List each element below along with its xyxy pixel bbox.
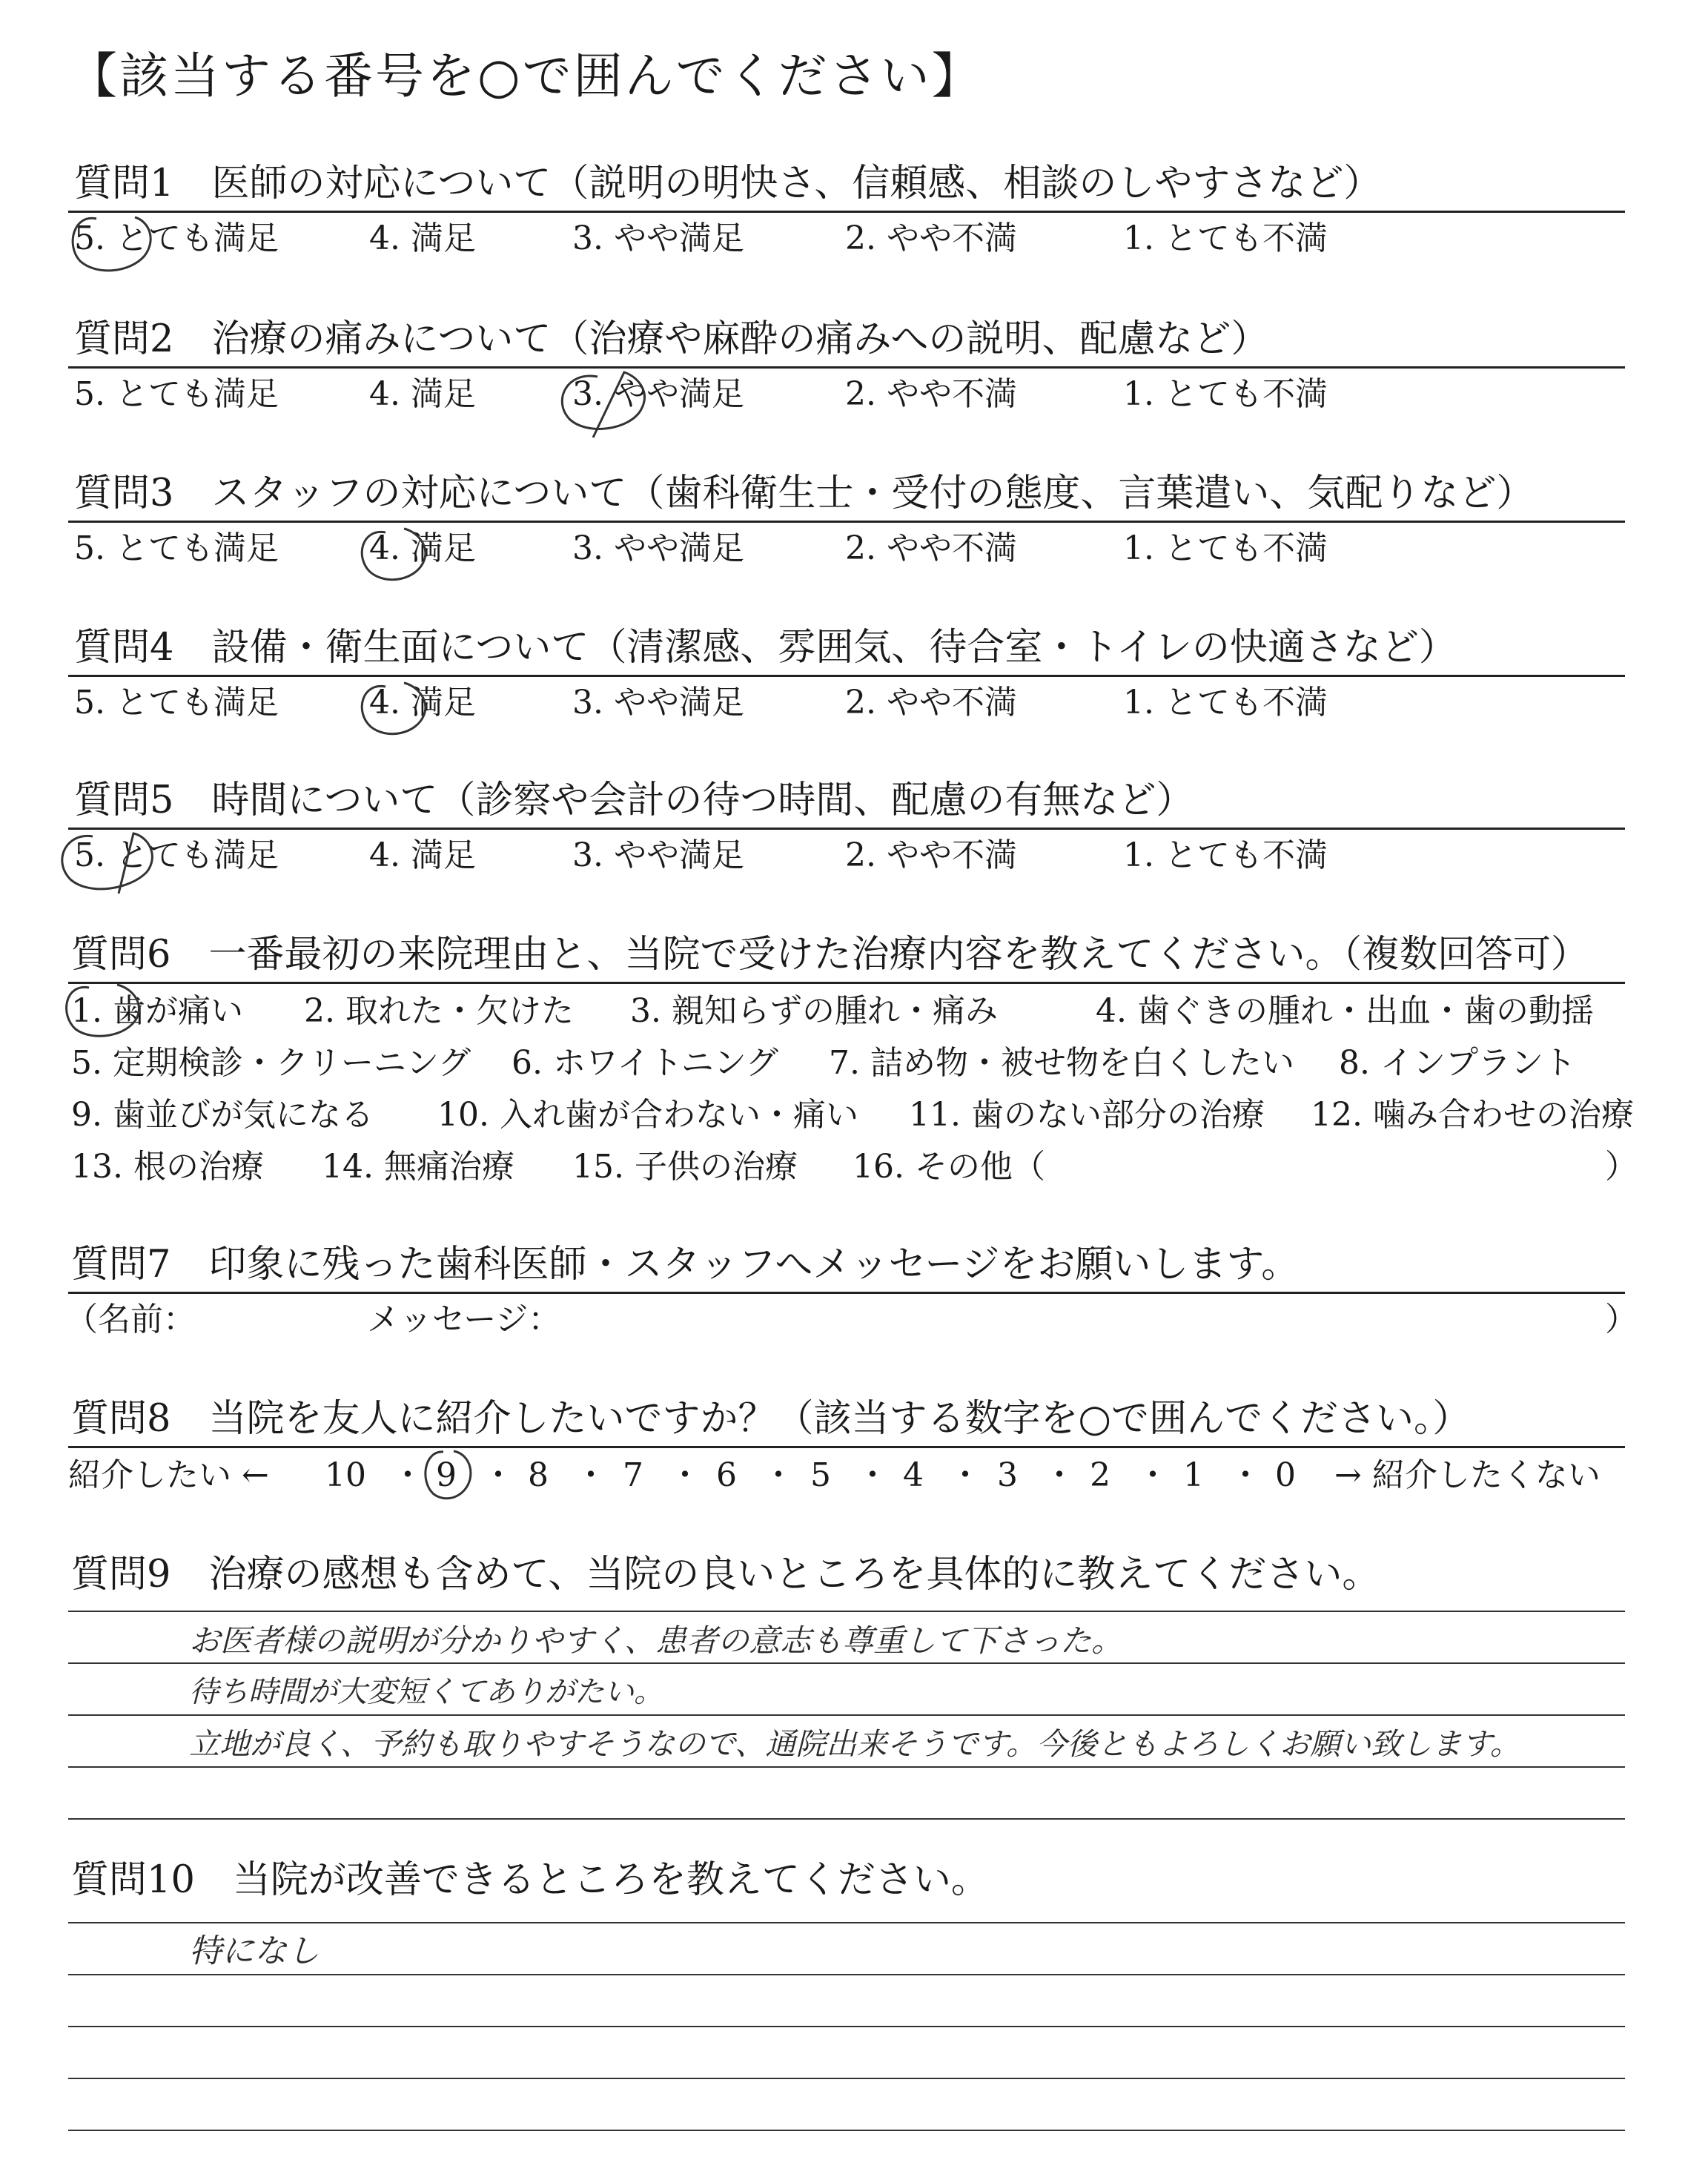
q3-heading: 質問3 スタッフの対応について（歯科衛生士・受付の態度、言葉遣い、気配りなど） bbox=[74, 472, 1535, 515]
q6-selection-circle bbox=[67, 985, 139, 1036]
q10-heading: 質問10 当院が改善できるところを教えてください。 bbox=[71, 1858, 989, 1902]
q4-option-3[interactable]: 3. やや満足 bbox=[572, 684, 744, 721]
q9-answer-2[interactable]: 待ち時間が大変短くてありがたい。 bbox=[189, 1675, 663, 1709]
q2-option-5[interactable]: 5. とても満足 bbox=[74, 375, 279, 413]
q8-right-label: → 紹介したくない bbox=[1334, 1456, 1601, 1494]
q5-option-4[interactable]: 4. 満足 bbox=[369, 836, 476, 874]
q5-option-5[interactable]: 5. とても満足 bbox=[74, 836, 279, 874]
q9-answer-1[interactable]: お医者様の説明が分かりやすく、患者の意志も尊重して下さった。 bbox=[189, 1622, 1123, 1659]
q8-sep: ・ bbox=[856, 1456, 889, 1494]
q8-sep: ・ bbox=[575, 1456, 607, 1494]
q8-sep: ・ bbox=[669, 1456, 701, 1494]
q6-item-14[interactable]: 14. 無痛治療 bbox=[322, 1148, 514, 1186]
q8-scale-1[interactable]: 1 bbox=[1183, 1456, 1204, 1494]
q1-option-3[interactable]: 3. やや満足 bbox=[572, 219, 744, 257]
q9-answer-3[interactable]: 立地が良く、予約も取りやすそうなので、通院出来そうです。今後ともよろしくお願い致します。 bbox=[189, 1726, 1520, 1762]
q7-name-label: （名前： bbox=[65, 1301, 196, 1338]
q3-option-4[interactable]: 4. 満足 bbox=[369, 529, 476, 567]
q6-item-11[interactable]: 11. 歯のない部分の治療 bbox=[909, 1096, 1265, 1134]
q6-item-10[interactable]: 10. 入れ歯が合わない・痛い bbox=[437, 1096, 858, 1134]
q6-item-8[interactable]: 8. インプラント bbox=[1339, 1044, 1576, 1082]
q7-heading: 質問7 印象に残った歯科医師・スタッフへメッセージをお願いします。 bbox=[71, 1243, 1300, 1287]
q7-message-label: メッセージ： bbox=[367, 1301, 561, 1338]
q4-option-1[interactable]: 1. とても不満 bbox=[1123, 684, 1328, 721]
q6-item-4[interactable]: 4. 歯ぐきの腫れ・出血・歯の動揺 bbox=[1096, 992, 1594, 1030]
q8-scale-9[interactable]: 9 bbox=[436, 1456, 457, 1494]
q10-answer[interactable]: 特になし bbox=[189, 1932, 320, 1970]
q8-scale-8[interactable]: 8 bbox=[528, 1456, 549, 1494]
q5-heading: 質問5 時間について（診察や会計の待つ時間、配慮の有無など） bbox=[74, 779, 1194, 822]
q3-option-3[interactable]: 3. やや満足 bbox=[572, 529, 744, 567]
q8-sep: ・ bbox=[1229, 1456, 1262, 1494]
q8-scale-2[interactable]: 2 bbox=[1090, 1456, 1110, 1494]
q5-option-3[interactable]: 3. やや満足 bbox=[572, 836, 744, 874]
q6-item-6[interactable]: 6. ホワイトニング bbox=[512, 1044, 779, 1082]
q4-heading: 質問4 設備・衛生面について（清潔感、雰囲気、待合室・トイレの快適さなど） bbox=[74, 626, 1457, 670]
q8-heading: 質問8 当院を友人に紹介したいですか？（該当する数字を○で囲んでください。） bbox=[71, 1397, 1471, 1441]
q7-close-paren: ） bbox=[1605, 1301, 1638, 1338]
q1-option-2[interactable]: 2. やや不満 bbox=[845, 219, 1017, 257]
q8-sep: ・ bbox=[949, 1456, 982, 1494]
q6-item-3[interactable]: 3. 親知らずの腫れ・痛み bbox=[630, 992, 998, 1030]
q1-option-5[interactable]: 5. とても満足 bbox=[74, 219, 279, 257]
q4-selection-circle bbox=[362, 683, 426, 734]
q5-option-2[interactable]: 2. やや不満 bbox=[845, 836, 1017, 874]
q6-item-13[interactable]: 13. 根の治療 bbox=[71, 1148, 264, 1186]
q8-scale-6[interactable]: 6 bbox=[716, 1456, 737, 1494]
q3-option-5[interactable]: 5. とても満足 bbox=[74, 529, 279, 567]
q8-sep: ・ bbox=[762, 1456, 795, 1494]
q8-sep: ・ bbox=[1043, 1456, 1076, 1494]
q3-selection-circle bbox=[362, 529, 426, 580]
q6-item-15[interactable]: 15. 子供の治療 bbox=[572, 1148, 798, 1186]
q8-sep: ・ bbox=[482, 1456, 514, 1494]
q1-selection-circle bbox=[73, 217, 150, 271]
q8-scale-3[interactable]: 3 bbox=[997, 1456, 1018, 1494]
q4-option-4[interactable]: 4. 満足 bbox=[369, 684, 476, 721]
q9-heading: 質問9 治療の感想も含めて、当院の良いところを具体的に教えてください。 bbox=[71, 1553, 1380, 1596]
q2-heading: 質問2 治療の痛みについて（治療や麻酔の痛みへの説明、配慮など） bbox=[74, 317, 1269, 361]
q5-selection-circle bbox=[62, 833, 153, 894]
q1-option-4[interactable]: 4. 満足 bbox=[369, 219, 476, 257]
q8-sep: ・ bbox=[1136, 1456, 1169, 1494]
q6-close-paren: ） bbox=[1605, 1148, 1638, 1186]
q2-option-1[interactable]: 1. とても不満 bbox=[1123, 375, 1328, 413]
q8-left-label: 紹介したい ← bbox=[68, 1456, 269, 1494]
q3-option-1[interactable]: 1. とても不満 bbox=[1123, 529, 1328, 567]
q6-item-12[interactable]: 12. 噛み合わせの治療 bbox=[1311, 1096, 1634, 1134]
q4-option-5[interactable]: 5. とても満足 bbox=[74, 684, 279, 721]
q6-heading: 質問6 一番最初の来院理由と、当院で受けた治療内容を教えてください。（複数回答可） bbox=[71, 933, 1589, 977]
q4-option-2[interactable]: 2. やや不満 bbox=[845, 684, 1017, 721]
q8-scale-4[interactable]: 4 bbox=[903, 1456, 924, 1494]
q8-scale-10[interactable]: 10 bbox=[325, 1456, 366, 1494]
q8-scale-0[interactable]: 0 bbox=[1275, 1456, 1296, 1494]
q6-item-2[interactable]: 2. 取れた・欠けた bbox=[304, 992, 574, 1030]
q2-option-3[interactable]: 3. やや満足 bbox=[572, 375, 744, 413]
q8-scale-5[interactable]: 5 bbox=[810, 1456, 831, 1494]
q2-option-2[interactable]: 2. やや不満 bbox=[845, 375, 1017, 413]
q6-item-9[interactable]: 9. 歯並びが気になる bbox=[71, 1096, 374, 1134]
q2-selection-circle bbox=[562, 372, 644, 437]
q6-item-5[interactable]: 5. 定期検診・クリーニング bbox=[71, 1044, 471, 1082]
q5-option-1[interactable]: 1. とても不満 bbox=[1123, 836, 1328, 874]
form-title: 【該当する番号を○で囲んでください】 bbox=[68, 47, 983, 105]
q3-option-2[interactable]: 2. やや不満 bbox=[845, 529, 1017, 567]
q8-scale-7[interactable]: 7 bbox=[623, 1456, 643, 1494]
q8-sep: ・ bbox=[391, 1456, 424, 1494]
q8-selection-circle bbox=[426, 1451, 471, 1499]
q6-item-1[interactable]: 1. 歯が痛い bbox=[71, 992, 243, 1030]
q1-option-1[interactable]: 1. とても不満 bbox=[1123, 219, 1328, 257]
q6-item-16[interactable]: 16. その他（ bbox=[853, 1148, 1045, 1186]
q1-heading: 質問1 医師の対応について（説明の明快さ、信頼感、相談のしやすさなど） bbox=[74, 162, 1382, 205]
q2-option-4[interactable]: 4. 満足 bbox=[369, 375, 476, 413]
q6-item-7[interactable]: 7. 詰め物・被せ物を白くしたい bbox=[829, 1044, 1294, 1082]
